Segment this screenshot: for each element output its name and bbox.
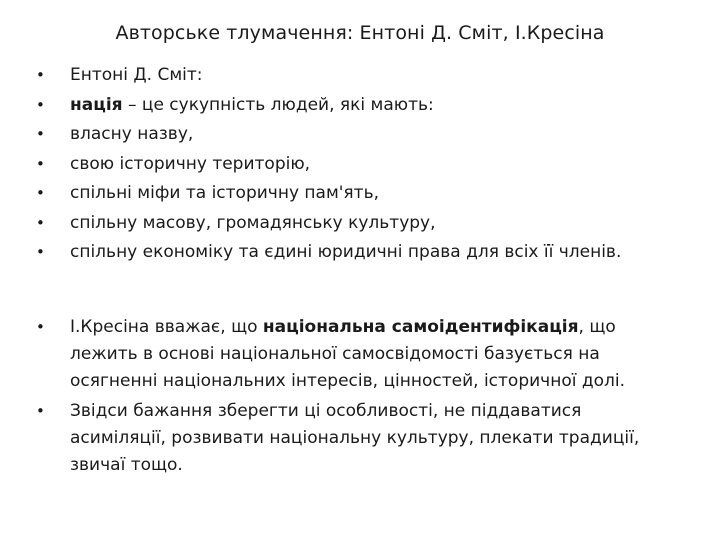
item-bold-term: національна самоідентифікація (262, 317, 579, 337)
list-item (36, 238, 676, 268)
item-text: спільні міфи та історичну пам'ять, (70, 183, 379, 203)
item-text: спільну масову, громадянську культуру, (70, 212, 436, 233)
item-text: спільну економіку та єдині юридичні права для всіх її членів. (70, 242, 622, 262)
bullet-icon: • (36, 95, 45, 114)
bullet-icon: • (36, 213, 45, 232)
list-item (36, 179, 676, 209)
definition-list (36, 61, 676, 268)
item-text: власну назву, (70, 124, 194, 144)
item-text: І.Кресіна вважає, що (70, 317, 263, 337)
item-text: , що лежить в основі національної самосвідомості базується на осягненні національних інтересів, цінностей, історичної долі. (70, 317, 625, 391)
list-item (36, 61, 676, 91)
bullet-icon: • (36, 318, 45, 336)
list-item (36, 209, 676, 239)
item-text: – це сукупність людей, які мають: (122, 94, 434, 115)
list-item (36, 398, 676, 479)
list-item (36, 150, 676, 180)
bullet-icon: • (36, 184, 45, 202)
list-item (36, 91, 676, 121)
bullet-icon: • (36, 154, 45, 173)
list-item (36, 120, 676, 150)
item-text: свою історичну територію, (70, 153, 311, 174)
bullet-icon: • (36, 243, 45, 261)
slide-title: Авторське тлумачення: Ентоні Д. Сміт, І.Кресіна (115, 22, 605, 44)
item-text: Ентоні Д. Сміт: (70, 65, 203, 85)
list-item (36, 314, 676, 395)
bullet-icon: • (36, 125, 45, 143)
bullet-icon: • (36, 66, 45, 84)
commentary-list (36, 314, 676, 482)
bullet-icon: • (36, 402, 45, 420)
item-text: Звідси бажання зберегти ці особливості, не піддаватися асиміляції, розвивати національну культуру, плекати традиції, звичаї тощо. (70, 401, 640, 475)
item-bold-term: нація (70, 94, 123, 115)
